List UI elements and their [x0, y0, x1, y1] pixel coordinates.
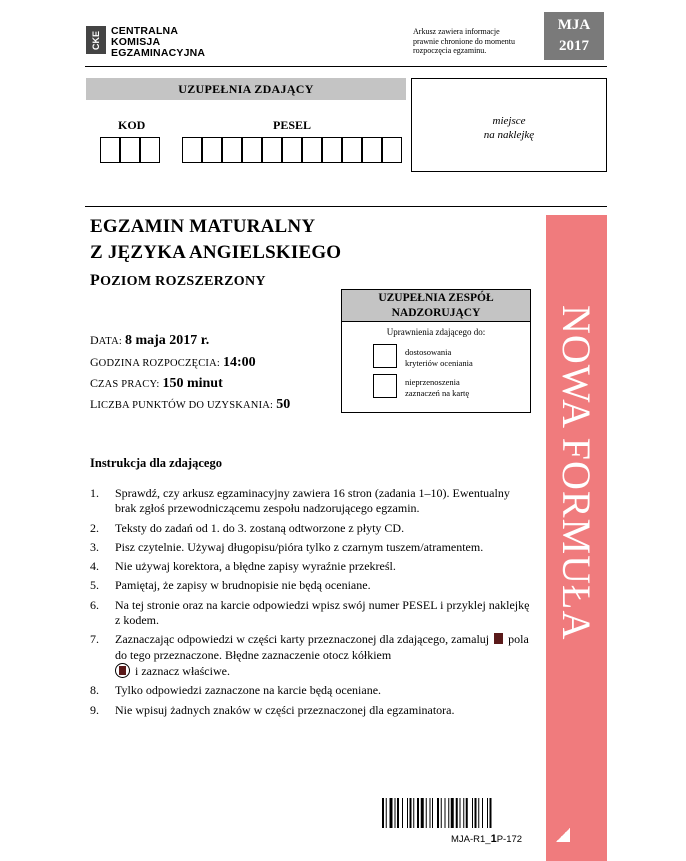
barcode-label — [451, 833, 522, 845]
exam-code-box — [544, 12, 604, 60]
instruction-item — [90, 703, 530, 718]
points-label: ICZBA PUNKTÓW DO UZYSKANIA: — [97, 400, 274, 411]
kod-cell[interactable] — [140, 137, 160, 163]
barcode-suffix: P-172 — [496, 834, 523, 845]
barcode-bar — [410, 798, 412, 828]
instruction-text: Nie używaj korektora, a błędne zapisy wyraźnie przekreśl. — [115, 559, 396, 574]
barcode-bar — [407, 798, 408, 828]
instruction-item — [90, 559, 530, 574]
instruction-text: pola do tego przeznaczone. Błędne zaznaczenie otocz kółkiem — [115, 632, 529, 662]
pesel-cell[interactable] — [262, 137, 282, 163]
exam-code: MJA — [557, 17, 591, 33]
instruction-num: 3. — [90, 539, 99, 554]
criteria-adjust-line-1: dostosowania — [405, 347, 452, 357]
barcode-bar — [475, 798, 477, 828]
instruction-text: Zaznaczając odpowiedzi w części karty przeznaczonej dla zdającego, zamaluj — [115, 632, 490, 647]
criteria-adjust-checkbox[interactable] — [373, 344, 397, 368]
instruction-num: 7. — [90, 632, 99, 647]
instruction-num: 8. — [90, 683, 99, 698]
instruction-text: Na tej stronie oraz na karcie odpowiedzi wpisz swój numer PESEL i przyklej naklejkę z kodem. — [115, 597, 530, 628]
barcode-bar — [413, 798, 414, 828]
logo-line-2: KOMISJA — [111, 36, 161, 48]
start-time-row — [90, 355, 256, 371]
instruction-item — [90, 683, 530, 698]
barcode-bar — [432, 798, 433, 828]
logo-line-3: EGZAMINACYJNA — [111, 47, 206, 59]
barcode — [382, 798, 528, 828]
exam-year: 2017 — [559, 38, 589, 54]
duration-label-cap: C — [90, 376, 99, 390]
barcode-bold: 1 — [490, 833, 497, 845]
criteria-adjust-label — [405, 347, 473, 369]
barcode-bar — [430, 798, 431, 828]
barcode-prefix: MJA-R1_ — [451, 834, 491, 845]
pesel-cell[interactable] — [182, 137, 202, 163]
pesel-cell[interactable] — [382, 137, 402, 163]
start-label-cap: G — [90, 355, 99, 369]
points-row — [90, 397, 290, 413]
instruction-num: 1. — [90, 486, 99, 500]
pesel-cell[interactable] — [222, 137, 242, 163]
barcode-bar — [451, 798, 454, 828]
no-transfer-line-2: zaznaczeń na kartę — [405, 388, 470, 398]
date-label-cap: D — [90, 333, 99, 347]
exam-level-cap: P — [90, 272, 101, 289]
corner-triangle-icon — [556, 828, 570, 842]
instruction-text: Pamiętaj, że zapisy w brudnopisie nie będą oceniane. — [115, 578, 371, 593]
exam-title — [90, 214, 341, 266]
barcode-bar — [478, 798, 479, 828]
exam-title-line-1: EGZAMIN MATURALNY — [90, 216, 316, 237]
pesel-cell[interactable] — [362, 137, 382, 163]
exam-date: 8 maja 2017 r. — [124, 333, 210, 348]
instruction-item — [90, 486, 530, 517]
team-section-title — [342, 290, 530, 322]
barcode-bar — [490, 798, 492, 828]
exam-title-line-2: Z JĘZYKA ANGIELSKIEGO — [90, 242, 342, 263]
instruction-num: 2. — [90, 520, 99, 535]
barcode-bar — [417, 798, 419, 828]
pesel-label: PESEL — [273, 118, 312, 132]
instruction-text: Tylko odpowiedzi zaznaczone na karcie będą oceniane. — [115, 683, 382, 698]
criteria-adjust-line-2: kryteriów oceniania — [405, 358, 473, 368]
barcode-bar — [482, 798, 483, 828]
section-divider — [85, 206, 607, 207]
kod-cell[interactable] — [120, 137, 140, 163]
barcode-bar — [456, 798, 458, 828]
instruction-item — [90, 521, 530, 536]
barcode-bar — [445, 798, 446, 828]
barcode-bar — [382, 798, 384, 828]
no-transfer-label — [405, 377, 469, 399]
instruction-item-marking — [90, 632, 530, 679]
instructions-heading: Instrukcja dla zdającego — [90, 456, 222, 470]
instruction-text: Sprawdź, czy arkusz egzaminacyjny zawiera 16 stron (zadania 1–10). Ewentualny brak zgłoś przewodniczącemu zespołu nadzorującego egzamin. — [115, 486, 510, 516]
instruction-item — [90, 540, 530, 555]
exam-date-row — [90, 333, 209, 349]
header-divider — [85, 66, 607, 67]
barcode-bar — [402, 798, 403, 828]
points-label-cap: L — [90, 397, 98, 411]
barcode-bar — [421, 798, 424, 828]
barcode-bar — [386, 798, 387, 828]
sticker-line-1: miejsce — [492, 115, 526, 127]
date-label: ATA: — [98, 336, 122, 347]
instruction-num: 6. — [90, 597, 99, 612]
duration-row — [90, 376, 223, 392]
barcode-bar — [466, 798, 468, 828]
team-title-line-1: UZUPEŁNIA ZESPÓŁ — [378, 292, 494, 304]
student-section-title: UZUPEŁNIA ZDAJĄCY — [86, 78, 406, 100]
barcode-bar — [448, 798, 449, 828]
sticker-line-2: na naklejkę — [483, 129, 535, 141]
rights-label: Uprawnienia zdającego do: — [386, 327, 486, 337]
cke-logo-mark: CKE — [86, 26, 106, 54]
barcode-bar — [437, 798, 439, 828]
pesel-cell[interactable] — [302, 137, 322, 163]
barcode-bar — [460, 798, 461, 828]
barcode-bar — [397, 798, 399, 828]
max-points: 50 — [276, 397, 291, 412]
sticker-placeholder — [411, 114, 607, 142]
exam-level — [90, 272, 266, 290]
kod-label: KOD — [118, 118, 146, 132]
instruction-text: i zaznacz właściwe. — [135, 663, 230, 678]
protection-notice: Arkusz zawiera informacje prawnie chronione do momentu rozpoczęcia egzaminu. — [413, 27, 515, 55]
team-title-line-2: NADZORUJĄCY — [391, 307, 481, 319]
start-label: ODZINA ROZPOCZĘCIA: — [98, 358, 221, 369]
instruction-item — [90, 578, 530, 593]
barcode-bar — [487, 798, 488, 828]
barcode-bar — [441, 798, 442, 828]
duration-label: ZAS PRACY: — [98, 379, 160, 390]
duration: 150 minut — [162, 376, 223, 391]
kod-cell[interactable] — [100, 137, 120, 163]
barcode-bar — [426, 798, 427, 828]
filled-square-icon — [494, 633, 503, 644]
logo-line-1: CENTRALNA — [111, 25, 179, 37]
circled-square-icon — [115, 663, 130, 678]
instructions-list — [90, 486, 530, 722]
barcode-bar — [390, 798, 393, 828]
start-time: 14:00 — [223, 355, 256, 370]
pesel-cell[interactable] — [202, 137, 222, 163]
instruction-num: 9. — [90, 702, 99, 717]
barcode-bar — [463, 798, 464, 828]
pesel-cell[interactable] — [282, 137, 302, 163]
barcode-bar — [472, 798, 473, 828]
instruction-num: 4. — [90, 559, 99, 574]
pesel-cell[interactable] — [342, 137, 362, 163]
instruction-text: Pisz czytelnie. Używaj długopisu/pióra tylko z czarnym tuszem/atramentem. — [115, 539, 484, 554]
cke-logo-text — [111, 26, 205, 59]
pesel-cell[interactable] — [322, 137, 342, 163]
no-transfer-checkbox[interactable] — [373, 374, 397, 398]
instruction-text: Nie wpisuj żadnych znaków w części przeznaczonej dla egzaminatora. — [115, 702, 455, 717]
instruction-text: Teksty do zadań od 1. do 3. zostaną odtworzone z płyty CD. — [115, 520, 405, 535]
instruction-item — [90, 598, 530, 629]
barcode-bar — [395, 798, 396, 828]
new-formula-label: NOWA FORMUŁA — [554, 304, 599, 641]
no-transfer-line-1: nieprzenoszenia — [405, 377, 460, 387]
exam-level-rest: OZIOM ROZSZERZONY — [100, 274, 266, 289]
instruction-num: 5. — [90, 578, 99, 593]
pesel-cell[interactable] — [242, 137, 262, 163]
